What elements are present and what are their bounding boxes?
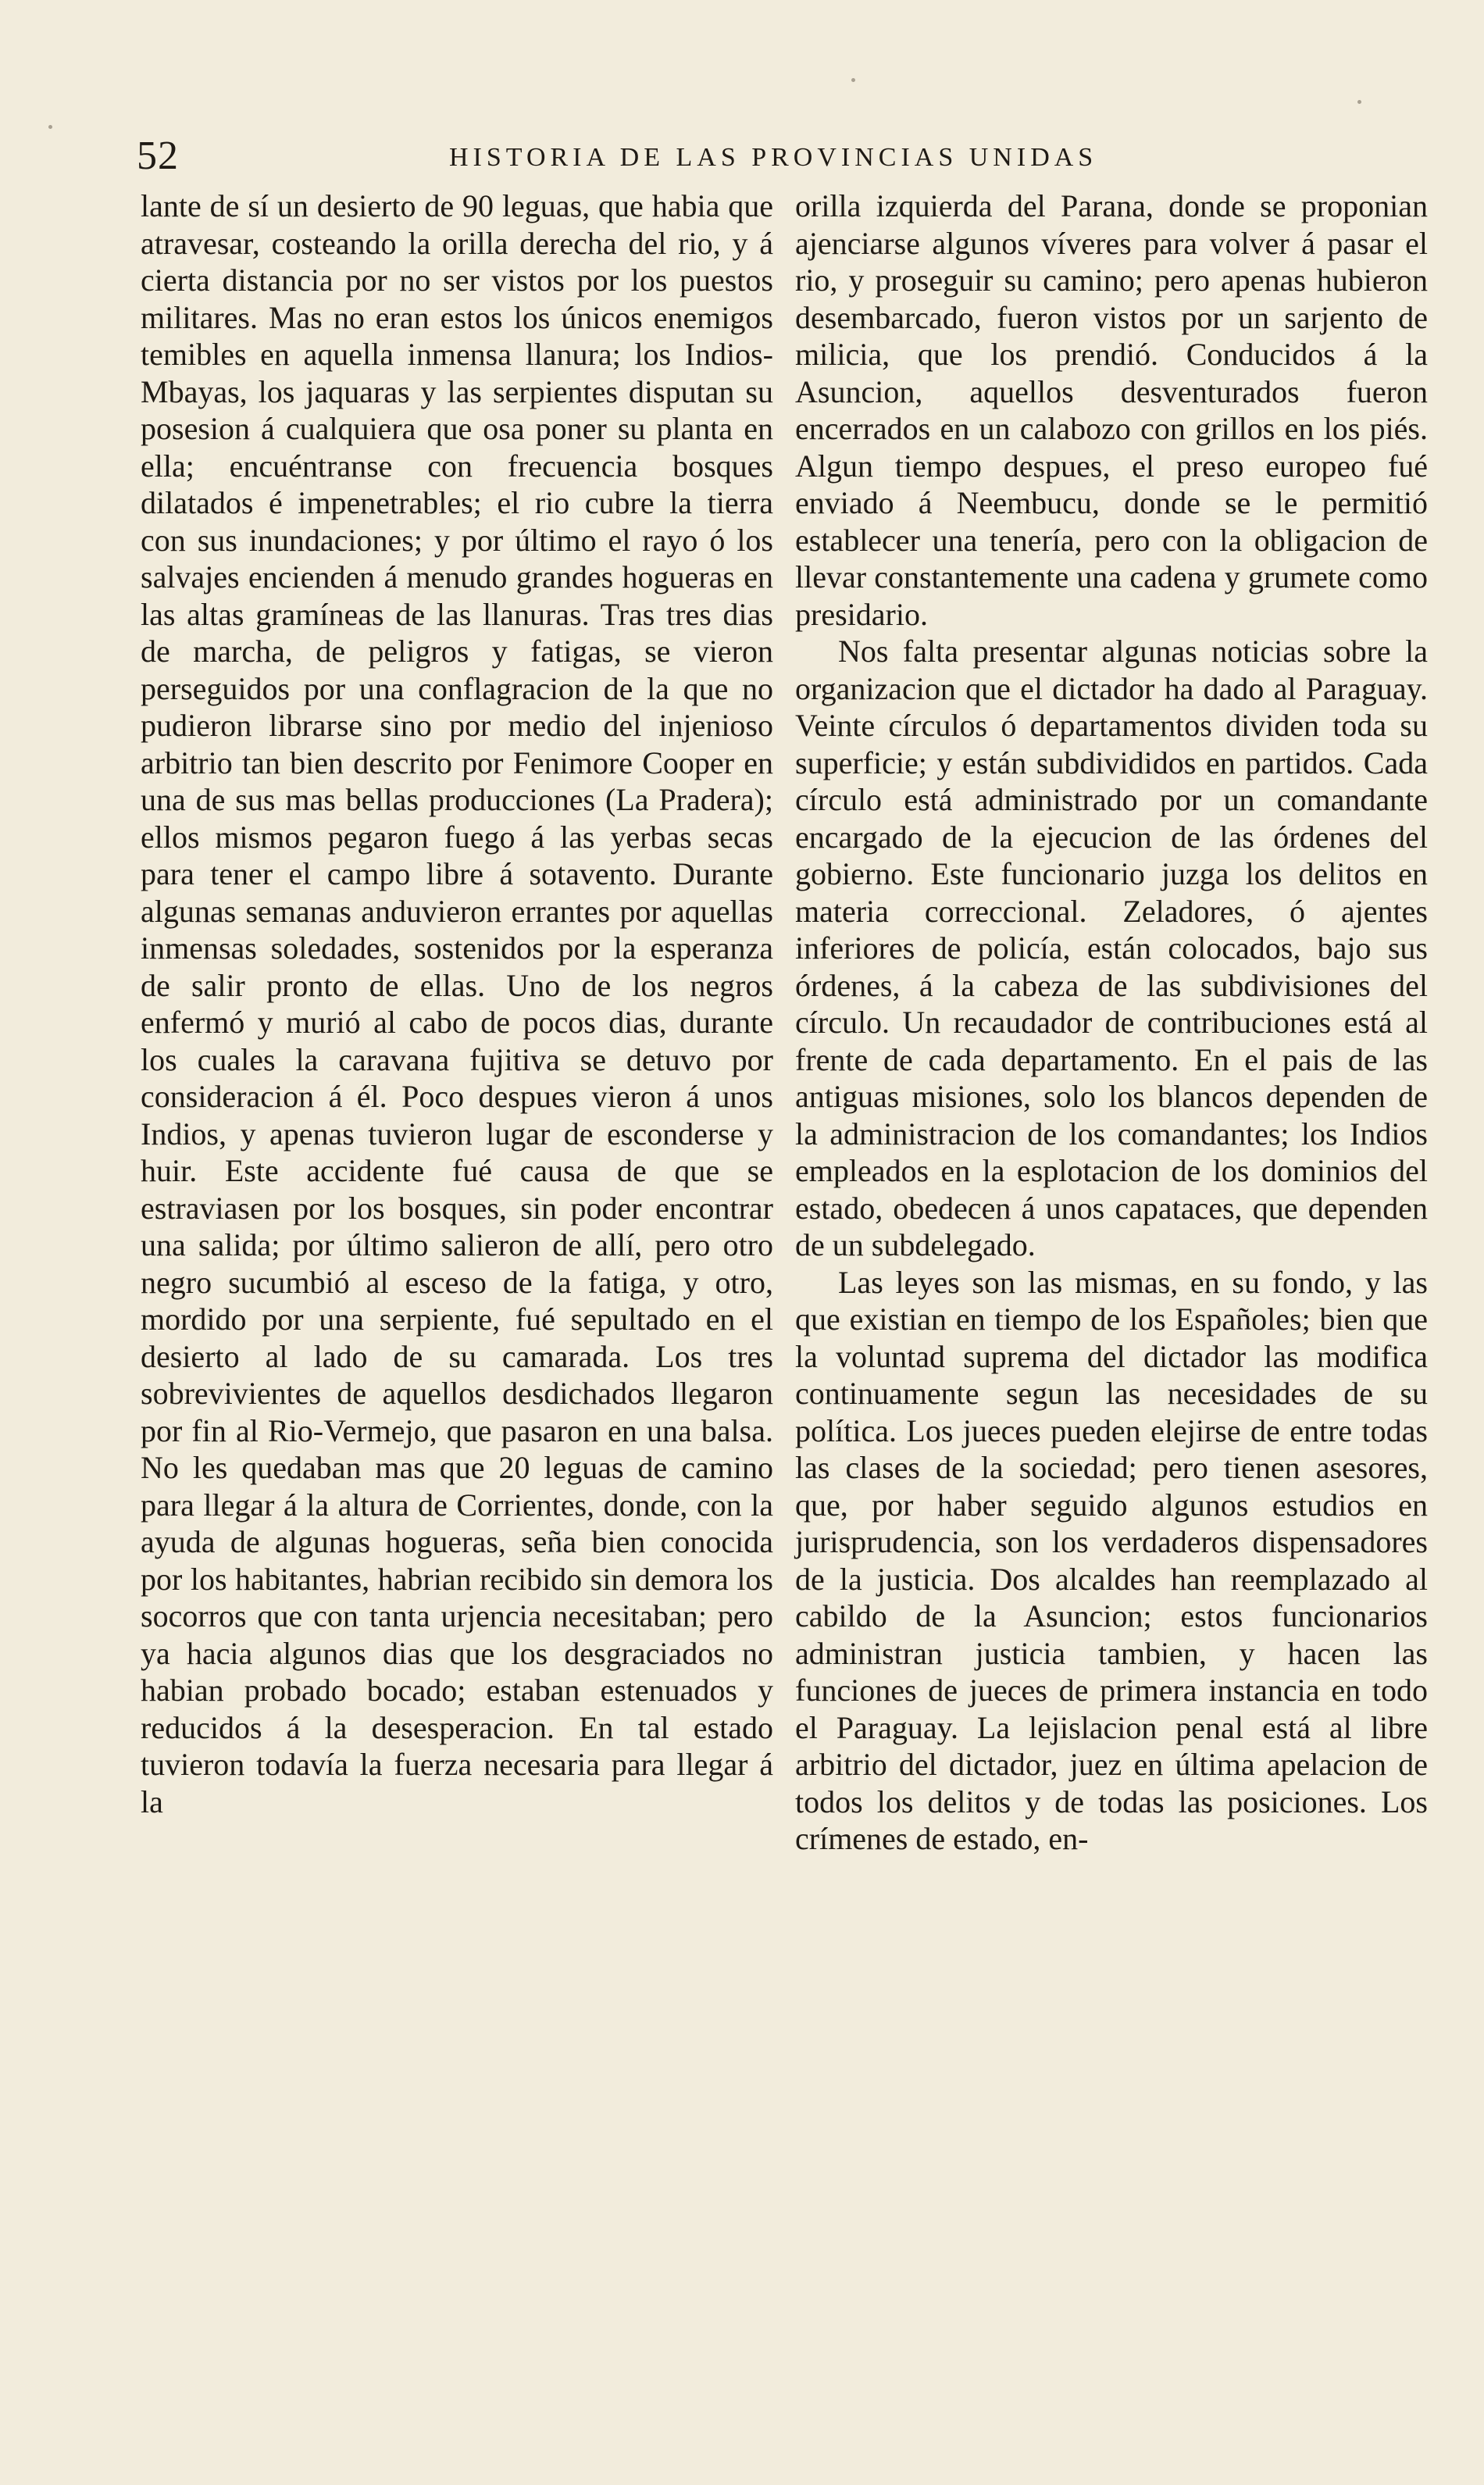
right-text-column bbox=[795, 187, 1428, 1858]
paragraph: orilla izquierda del Parana, donde se proponian ajenciarse algunos víveres para volver á pasar el rio, y proseguir su camino; pero apenas hubieron desembarcado, fueron vistos por un sarjento de milicia, que los prendió. Conducidos á la Asuncion, aquellos desventurados fueron encerrados en un calabozo con grillos en los piés. Algun tiempo despues, el preso europeo fué enviado á Neembucu, donde se le permitió establecer una tenería, pero con la obligacion de llevar constantemente una cadena y grumete como presidario. bbox=[795, 188, 1428, 632]
paper-speck bbox=[851, 78, 855, 82]
paper-speck bbox=[1357, 100, 1361, 104]
page-header bbox=[137, 133, 1097, 180]
running-title: HISTORIA DE LAS PROVINCIAS UNIDAS bbox=[449, 143, 1098, 172]
paragraph: Las leyes son las mismas, en su fondo, y las que existian en tiempo de los Españoles; bien que la voluntad suprema del dictador las modifica continuamente segun las necesidades de su política. Los jueces pueden elejirse de entre todas las clases de la sociedad; pero tienen asesores, que, por haber seguido algunos estudios en jurisprudencia, son los verdaderos dispensadores de la justicia. Dos alcaldes han reemplazado al cabildo de la Asuncion; estos funcionarios administran justicia tambien, y hacen las funciones de jueces de primera instancia en todo el Paraguay. La lejislacion penal está al libre arbitrio del dictador, juez en última apelacion de todos los delitos y de todas las posiciones. Los crímenes de estado, en- bbox=[795, 1264, 1428, 1856]
paragraph: lante de sí un desierto de 90 leguas, que habia que atravesar, costeando la orilla derecha del rio, y á cierta distancia por no ser vistos por los puestos militares. Mas no eran estos los únicos enemigos temibles en aquella inmensa llanura; los Indios-Mbayas, los jaquaras y las serpientes disputan su posesion á cualquiera que osa poner su planta en ella; encuéntranse con frecuencia bosques dilatados é impenetrables; el rio cubre la tierra con sus inundaciones; y por último el rayo ó los salvajes encienden á menudo grandes hogueras en las altas gramíneas de las llanuras. Tras tres dias de marcha, de peligros y fatigas, se vieron perseguidos por una conflagracion de la que no pudieron librarse sino por medio del injenioso arbitrio tan bien descrito por Fenimore Cooper en una de sus mas bellas producciones (La Pradera); ellos mismos pegaron fuego á las yerbas secas para tener el campo libre á sotavento. Durante algunas semanas anduvieron errantes por aquellas inmensas soledades, sostenidos por la esperanza de salir pronto de ellas. Uno de los negros enfermó y murió al cabo de pocos dias, durante los cuales la caravana fujitiva se detuvo por consideracion á él. Poco despues vieron á unos Indios, y apenas tuvieron lugar de esconderse y huir. Este accidente fué causa de que se estraviasen por los bosques, sin poder encontrar una salida; por último salieron de allí, pero otro negro sucumbió al esceso de la fatiga, y otro, mordido por una serpiente, fué sepultado en el desierto al lado de su camarada. Los tres sobrevivientes de aquellos desdichados llegaron por fin al Rio-Vermejo, que pasaron en una balsa. No les quedaban mas que 20 leguas de camino para llegar á la altura de Corrientes, donde, con la ayuda de algunas hogueras, seña bien conocida por los habitantes, habrian recibido sin demora los socorros que con tanta urjencia necesitaban; pero ya hacia algunos dias que los desgraciados no habian probado bocado; estaban estenuados y reducidos á la desesperacion. En tal estado tuvieron todavía la fuerza necesaria para llegar á la bbox=[141, 188, 773, 1819]
left-text-column bbox=[141, 187, 773, 1820]
page-number: 52 bbox=[137, 134, 179, 178]
paragraph: Nos falta presentar algunas noticias sobre la organizacion que el dictador ha dado al Paraguay. Veinte círculos ó departamentos dividen toda su superficie; y están subdivididos en partidos. Cada círculo está administrado por un comandante encargado de la ejecucion de las órdenes del gobierno. Este funcionario juzga los delitos en materia correccional. Zeladores, ó ajentes inferiores de policía, están colocados, bajo sus órdenes, á la cabeza de las subdivisiones del círculo. Un recaudador de contribuciones está al frente de cada departamento. En el pais de las antiguas misiones, solo los blancos dependen de la administracion de los comandantes; los Indios empleados en la esplotacion de los dominios del estado, obedecen á unos capataces, que dependen de un subdelegado. bbox=[795, 634, 1428, 1262]
paper-speck bbox=[48, 125, 52, 129]
